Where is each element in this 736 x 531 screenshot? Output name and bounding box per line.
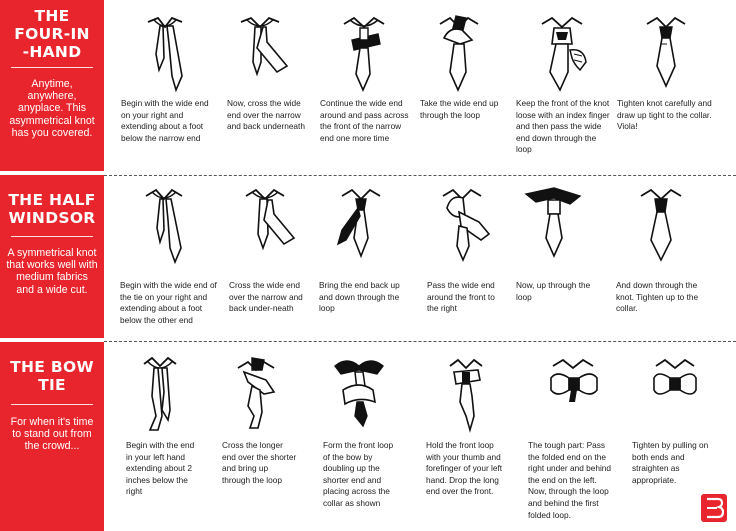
tie-step-2-icon [240, 186, 296, 266]
tie-step-5-icon [524, 186, 584, 266]
tie-step-6-icon [643, 14, 689, 94]
section-description: Anytime, anywhere, anyplace. This asymmetrical knot has you covered. [9, 78, 95, 139]
tie-step-2-icon [233, 14, 289, 94]
step-instruction: Cross the longer end over the shorter and bring up through the loop [222, 440, 297, 485]
divider [11, 67, 93, 68]
divider [11, 404, 93, 405]
step-illustration [432, 14, 486, 94]
step-instruction: Form the front loop of the bow by doubling up the shorter end and placing across the collar as shown [323, 440, 394, 508]
step-instruction: And down through the knot. Tighten up to the collar. [616, 280, 699, 314]
step-illustration [240, 186, 296, 266]
bow-tie-step-2-icon [234, 356, 282, 436]
step-illustration [536, 14, 590, 94]
step-illustration [234, 356, 282, 436]
step-illustration [446, 356, 486, 436]
step-illustration [524, 186, 584, 266]
step-illustration [549, 356, 599, 416]
step-instruction: Cross the wide end over the narrow and back under-neath [229, 280, 303, 314]
tie-step-5-icon [536, 14, 590, 94]
step-illustration [140, 186, 188, 266]
logo-mark-icon [701, 494, 727, 522]
tie-step-1-icon [140, 14, 190, 94]
tie-step-1-icon [140, 186, 188, 266]
section-title: THE BOW TIE [10, 358, 94, 394]
section-title: THE HALF WINDSOR [8, 191, 96, 227]
step-illustration [652, 356, 698, 416]
tie-step-4-icon [432, 14, 486, 94]
step-illustration [334, 186, 390, 266]
tie-step-4-icon [437, 186, 493, 266]
section-header-four-in-hand [0, 0, 104, 171]
step-instruction: Pass the wide end around the front to the right [427, 280, 495, 314]
step-instruction: Begin with the end in your left hand extending about 2 inches below the right [126, 440, 195, 497]
section-description: For when it's time to stand out from the crowd... [10, 416, 94, 453]
bow-tie-step-1-icon [140, 356, 180, 436]
step-instruction: Tighten knot carefully and draw up tight to the collar. Viola! [617, 98, 712, 132]
step-illustration [637, 186, 685, 266]
step-instruction: The tough part: Pass the folded end on the right under and behind the end on the left. Now, through the loop and behind the first folded loop. [528, 440, 612, 520]
tie-step-3-icon [334, 186, 390, 266]
step-instruction: Bring the end back up and down through the loop [319, 280, 400, 314]
section-header-bow-tie [0, 342, 104, 531]
tie-step-3-icon [338, 14, 390, 94]
step-illustration [233, 14, 289, 94]
step-illustration [140, 14, 190, 94]
bow-tie-step-3-icon [333, 356, 385, 436]
step-instruction: Tighten by pulling on both ends and straighten as appropriate. [632, 440, 709, 485]
tie-step-6-icon [637, 186, 685, 266]
step-illustration [643, 14, 689, 94]
row-divider [104, 341, 736, 342]
bow-tie-step-6-icon [652, 356, 698, 416]
step-illustration [333, 356, 385, 436]
step-illustration [437, 186, 493, 266]
brand-logo-icon [701, 494, 727, 522]
step-instruction: Take the wide end up through the loop [420, 98, 499, 120]
bow-tie-step-5-icon [549, 356, 599, 416]
step-instruction: Continue the wide end around and pass across the front of the narrow end one more time [320, 98, 409, 143]
step-illustration [140, 356, 180, 436]
step-instruction: Hold the front loop with your thumb and forefinger of your left hand. Drop the long end over the front. [426, 440, 503, 497]
step-instruction: Begin with the wide end of the tie on your right and extending about a foot below the other end [120, 280, 217, 325]
section-title: THE FOUR-IN -HAND [14, 7, 90, 61]
step-instruction: Begin with the wide end on your right and extending about a foot below the narrow end [121, 98, 209, 143]
step-instruction: Keep the front of the knot loose with an index finger and then pass the wide end down through the loop [516, 98, 610, 155]
section-description: A symmetrical knot that works well with medium fabrics and a wide cut. [6, 247, 98, 296]
section-header-half-windsor [0, 175, 104, 338]
step-instruction: Now, up through the loop [516, 280, 591, 302]
row-divider [104, 175, 736, 176]
step-instruction: Now, cross the wide end over the narrow and back underneath [227, 98, 305, 132]
bow-tie-step-4-icon [446, 356, 486, 436]
step-illustration [338, 14, 390, 94]
divider [11, 236, 93, 237]
